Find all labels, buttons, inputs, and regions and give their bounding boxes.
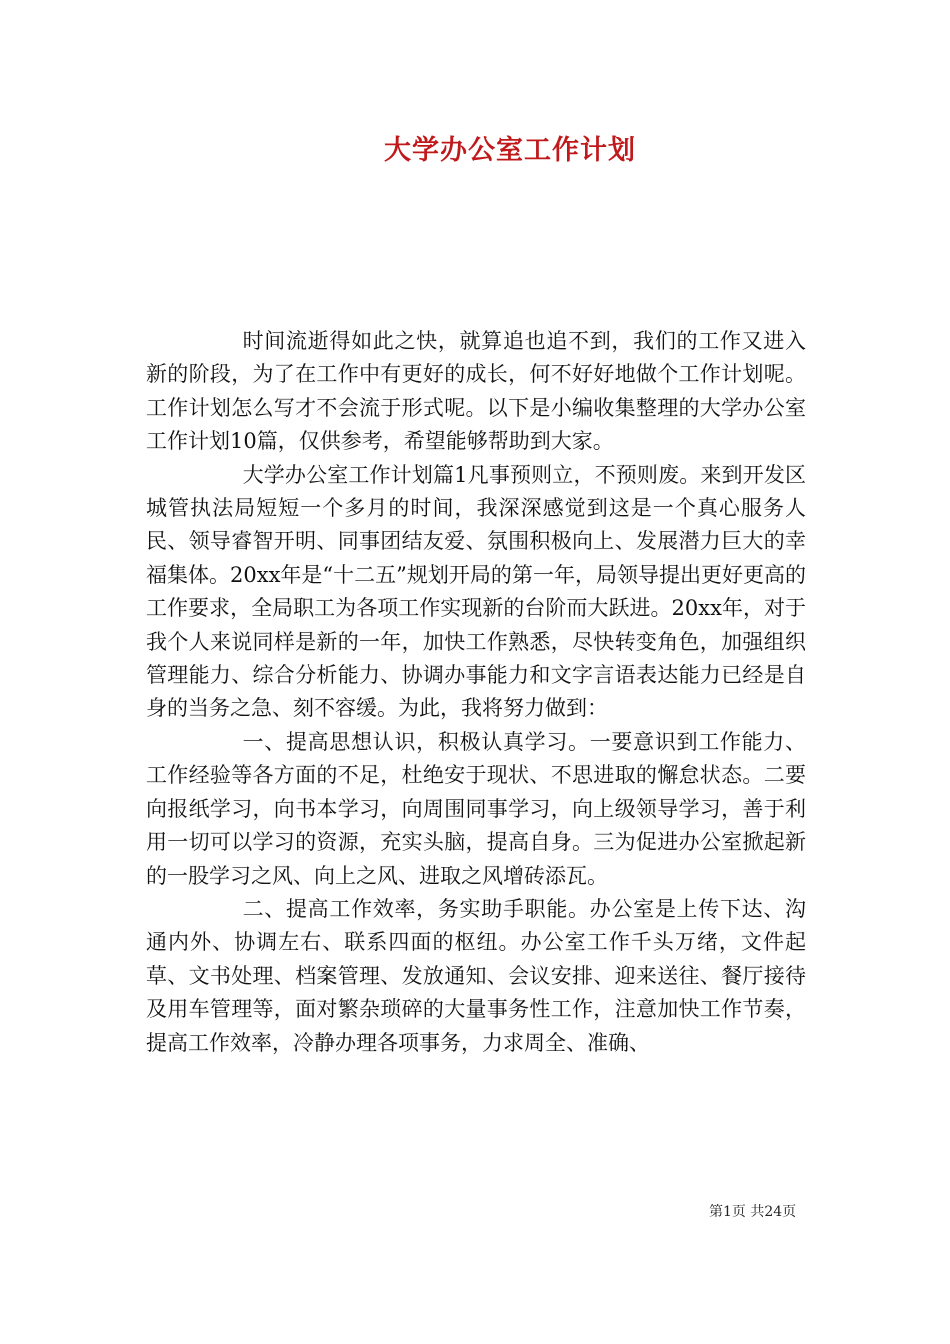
document-title: 大学办公室工作计划: [384, 135, 636, 166]
paragraph-item-1: 一、提高思想认识，积极认真学习。一要意识到工作能力、工作经验等各方面的不足，杜绝安于现状、不思进取的懈怠状态。二要向报纸学习，向书本学习，向周围同事学习，向上级领导学习，善于利用一切可以学习的资源，充实头脑，提高自身。三为促进办公室掀起新的一股学习之风、向上之风、进取之风增砖添瓦。: [146, 729, 806, 888]
page-number-footer: 第1页 共24页: [709, 1204, 797, 1220]
paragraph-plan-1: 大学办公室工作计划篇1凡事预则立，不预则废。来到开发区城管执法局短短一个多月的时间，我深深感觉到这是一个真心服务人民、领导睿智开明、同事团结友爱、氛围积极向上、发展潜力巨大的幸福集体。20xx年是“十二五”规划开局的第一年，局领导提出更好更高的工作要求，全局职工为各项工作实现新的台阶而大跃进。20xx年，对于我个人来说同样是新的一年，加快工作熟悉，尽快转变角色，加强组织管理能力、综合分析能力、协调办事能力和文字言语表达能力已经是自身的当务之急、刻不容缓。为此，我将努力做到：: [146, 462, 806, 721]
paragraph-intro: 时间流逝得如此之快，就算追也追不到，我们的工作又进入新的阶段，为了在工作中有更好的成长，何不好好地做个工作计划呢。工作计划怎么写才不会流于形式呢。以下是小编收集整理的大学办公室工作计划10篇，仅供参考，希望能够帮助到大家。: [146, 329, 806, 454]
paragraph-item-2: 二、提高工作效率，务实助手职能。办公室是上传下达、沟通内外、协调左右、联系四面的枢纽。办公室工作千头万绪，文件起草、文书处理、档案管理、发放通知、会议安排、迎来送往、餐厅接待及用车管理等，面对繁杂琐碎的大量事务性工作，注意加快工作节奏，提高工作效率，冷静办理各项事务，力求周全、准确、: [146, 896, 806, 1055]
document-body: [146, 325, 806, 1060]
